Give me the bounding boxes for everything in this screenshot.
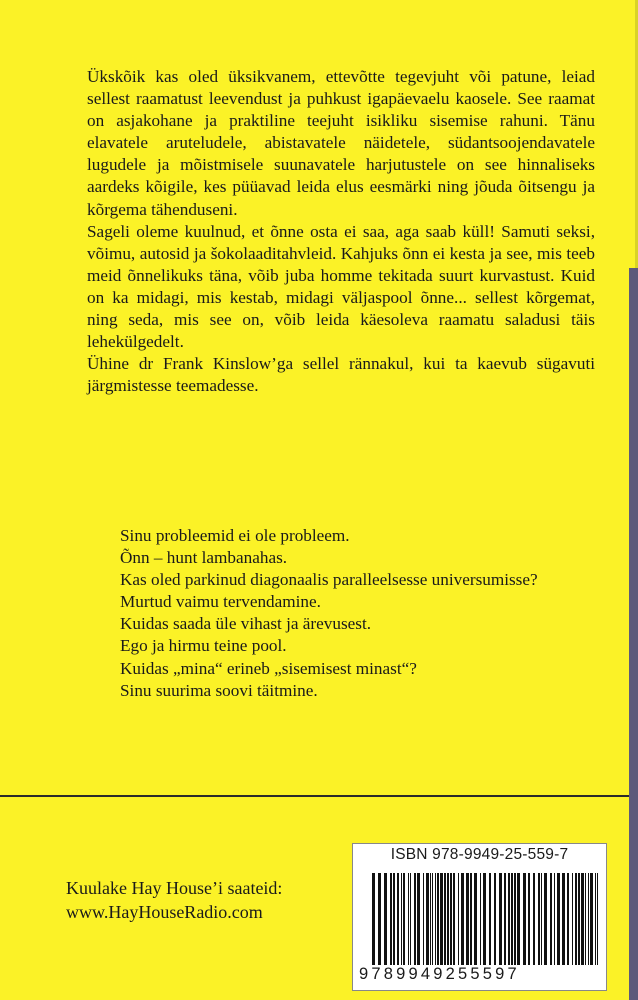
- isbn-barcode-panel: [352, 843, 607, 991]
- topic-item: Ego ja hirmu teine pool.: [120, 636, 287, 656]
- blurb-paragraph-1: Ükskõik kas oled üksikvanem, ettevõtte tegevjuht või patune, leiad sellest raamatust leevendust ja puhkust igapäevaelu kaosele. See raamat on asjakohane ja praktiline teejuht isikliku sisemise rahuni. Tänu elavatele aruteludele, abistavatele näidetele, südantsoojendavatele lugudele ja mõistmisele suunavatele harjutustele on see hinnaliseks aardeks kõigile, kes püüavad leida elus eesmärki ning jõuda õitsengu ja kõrgema tähenduseni.: [87, 67, 595, 219]
- blurb-paragraph-2: Sageli oleme kuulnud, et õnne osta ei saa, aga saab küll! Samuti seksi, võimu, autosid ja šokolaaditahvleid. Kahjuks õnn ei kesta ja see, mis teeb meid õnnelikuks täna, võib juba homme tekitada suurt kurvastust. Kuid on ka midagi, mis kestab, midagi väljaspool õnne... sellest kõrgemat, ning seda, mis see on, võib leida käesoleva raamatu saladusi täis lehekülgedelt.: [87, 221, 595, 352]
- topic-item: Sinu probleemid ei ole probleem.: [120, 526, 350, 545]
- barcode-digits: 9789949255597: [359, 965, 520, 983]
- topic-item: Õnn – hunt lambanahas.: [120, 548, 288, 568]
- radio-promo-heading: Kuulake Hay House’i saateid:: [66, 878, 283, 898]
- topic-item: Kas oled parkinud diagonaalis paralleelsesse universumisse?: [120, 570, 538, 590]
- topic-item: Kuidas „mina“ erineb „sisemisest minast“?: [120, 658, 417, 678]
- blurb-text: [87, 66, 595, 397]
- radio-promo: [66, 876, 282, 924]
- topics-list: [120, 525, 560, 702]
- topic-item: Murtud vaimu tervendamine.: [120, 592, 321, 612]
- radio-promo-url: www.HayHouseRadio.com: [66, 902, 263, 922]
- topic-item: Kuidas saada üle vihast ja ärevusest.: [120, 614, 372, 634]
- blurb-paragraph-3: Ühine dr Frank Kinslow’ga sellel rännakul, kui ta kaevub sügavuti järgmistesse teemadesse.: [87, 354, 595, 396]
- horizontal-divider: [0, 795, 629, 797]
- cover-edge-shadow: [629, 268, 638, 1000]
- isbn-label: ISBN 978-9949-25-559-7: [390, 846, 569, 863]
- barcode-icon: [372, 873, 600, 965]
- topic-item: Sinu suurima soovi täitmine.: [120, 680, 318, 700]
